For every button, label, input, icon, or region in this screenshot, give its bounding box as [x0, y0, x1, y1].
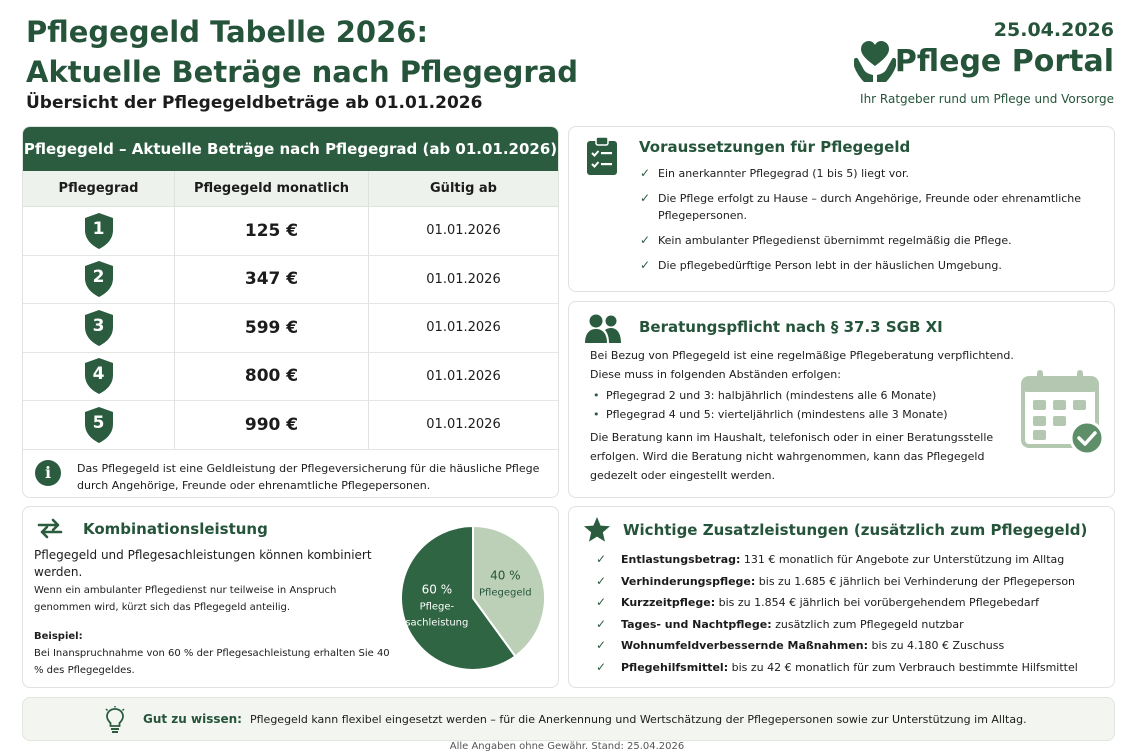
title-line-1: Pflegegeld Tabelle 2026:	[26, 15, 429, 49]
footer-disclaimer: Alle Angaben ohne Gewähr. Stand: 25.04.2026	[449, 741, 685, 752]
table-title: Pflegegeld – Aktuelle Beträge nach Pflegegrad (ab 01.01.2026)	[23, 127, 558, 171]
pflegegrad-shield-icon	[83, 406, 115, 444]
page-title	[26, 12, 578, 92]
consultation-intro: Bei Bezug von Pflegegeld ist eine regelmäßige Pflegeberatung verpflichtend. Diese muss in folgenden Abständen erfolgen:	[590, 349, 1014, 381]
pflegegrad-cell	[23, 304, 175, 352]
benefit-text: 131 € monatlich für Angebote zur Unterstützung im Alltag	[740, 553, 1065, 566]
combination-title: Kombinationsleistung	[83, 520, 268, 538]
table-info-note	[23, 450, 558, 494]
example-text: Bei Inanspruchnahme von 60 % der Pflegesachleistung erhalten Sie 40 % des Pflegegeldes.	[34, 648, 390, 676]
valid-from-cell: 01.01.2026	[426, 417, 501, 433]
requirements-title: Voraussetzungen für Pflegegeld	[639, 138, 911, 156]
tip-label: Gut zu wissen:	[143, 712, 242, 726]
pie-label: 40 %	[490, 568, 521, 583]
list-item: • Pflegegrad 2 und 3: halbjährlich (mindestens alle 6 Monate)	[590, 386, 1030, 405]
lightbulb-icon	[105, 706, 125, 734]
benefit-text: bis zu 4.180 € Zuschuss	[868, 639, 1005, 652]
consultation-card	[568, 301, 1115, 498]
benefit-name: Tages- und Nachtpflege:	[621, 617, 772, 631]
combination-text: Wenn ein ambulanter Pflegedienst nur teilweise in Anspruch genommen wird, kürzt sich das Pflegegeld anteilig.	[34, 585, 337, 613]
amount-cell: 800 €	[175, 353, 369, 401]
valid-from-cell: 01.01.2026	[426, 271, 501, 287]
list-item	[590, 614, 1100, 636]
pflegegrad-number: 4	[92, 364, 105, 385]
benefit-text: bis zu 1.685 € jährlich bei Verhinderung der Pflegeperson	[755, 574, 1076, 588]
benefit-name: Verhinderungspflege:	[621, 574, 756, 588]
example-label: Beispiel:	[34, 631, 83, 642]
benefit-name: Pflegehilfsmittel:	[621, 660, 729, 674]
benefit-name: Entlastungsbetrag:	[621, 553, 741, 566]
benefit-text: bis zu 42 € monatlich für zum Verbrauch bestimmte Hilfsmittel	[728, 660, 1078, 674]
pflegegeld-table-card	[22, 126, 559, 498]
list-item: ✓ Die pflegebedürftige Person lebt in der häuslichen Umgebung.	[640, 257, 1090, 274]
combination-lead: Pflegegeld und Pflegesachleistungen können kombiniert werden.	[34, 548, 372, 579]
amount-cell: 125 €	[175, 207, 369, 255]
star-icon	[583, 516, 611, 543]
additional-benefits-card	[568, 506, 1115, 688]
pie-label: Pflegegeld	[479, 587, 532, 599]
tip-text: Pflegegeld kann flexibel eingesetzt werden – für die Anerkennung und Wertschätzung der Pflegepersonen sowie zur Unterstützung im Alltag.	[249, 712, 1027, 726]
title-line-2: Aktuelle Beträge nach Pflegegrad	[26, 55, 578, 89]
benefit-text: bis zu 1.854 € jährlich bei vorübergehendem Pflegebedarf	[715, 596, 1040, 609]
tip-bar	[22, 697, 1115, 741]
amount-cell: 599 €	[175, 304, 369, 352]
table-header-row	[23, 171, 558, 207]
pflegegrad-shield-icon	[83, 357, 115, 395]
list-item	[590, 635, 1100, 657]
pflegegrad-number: 1	[92, 218, 105, 239]
pflegegrad-cell	[23, 207, 175, 255]
page-subtitle: Übersicht der Pflegegeldbeträge ab 01.01.2026	[26, 93, 483, 113]
benefit-name: Kurzzeitpflege:	[621, 596, 716, 609]
pflegegrad-number: 5	[92, 412, 105, 433]
pflegegrad-shield-icon	[83, 260, 115, 298]
people-icon	[585, 313, 621, 343]
table-info-text: Das Pflegegeld ist eine Geldleistung der Pflegeversicherung für die häusliche Pflege durch Angehörige, Freunde oder ehrenamtliche Pflegepersonen.	[77, 461, 540, 492]
benefit-name: Wohnumfeldverbessernde Maßnahmen:	[621, 639, 869, 652]
amount-cell: 347 €	[175, 256, 369, 304]
brand-tagline: Ihr Ratgeber rund um Pflege und Vorsorge	[860, 92, 1114, 106]
pflegegrad-cell	[23, 401, 175, 449]
consultation-outro: Die Beratung kann im Haushalt, telefonisch oder in einer Beratungsstelle erfolgen. Wird die Beratung nicht wahrgenommen, kann das Pflegegeld gedezelt oder eingestellt werden.	[590, 431, 994, 482]
brand-name: Pflege Portal	[894, 44, 1114, 79]
benefit-text: zusätzlich zum Pflegegeld nutzbar	[771, 617, 964, 631]
valid-from-cell: 01.01.2026	[426, 223, 501, 239]
requirements-card	[568, 126, 1115, 292]
consultation-body	[590, 346, 1030, 485]
list-item	[590, 657, 1100, 679]
valid-from-cell: 01.01.2026	[426, 320, 501, 336]
table-row	[23, 304, 558, 353]
pie-label: sachleistung	[405, 617, 469, 629]
pflegegrad-shield-icon	[83, 309, 115, 347]
swap-arrows-icon	[36, 517, 64, 539]
brand-logo	[852, 40, 1114, 84]
pflegegrad-number: 3	[92, 315, 105, 336]
combination-body	[34, 547, 392, 679]
pflegegrad-number: 2	[92, 267, 105, 288]
pie-label: 60 %	[421, 582, 453, 597]
additional-benefits-list	[590, 549, 1100, 678]
additional-benefits-title: Wichtige Zusatzleistungen (zusätzlich zum Pflegegeld)	[623, 521, 1088, 539]
combination-card	[22, 506, 559, 688]
table-row	[23, 256, 558, 305]
amount-cell: 990 €	[175, 401, 369, 449]
list-item	[590, 549, 1100, 571]
consultation-title: Beratungspflicht nach § 37.3 SGB XI	[639, 318, 943, 336]
table-body	[23, 207, 558, 450]
table-row	[23, 401, 558, 450]
requirements-list	[640, 165, 1090, 282]
list-item	[590, 571, 1100, 593]
clipboard-checklist-icon	[586, 136, 618, 176]
heart-hands-icon	[852, 40, 898, 84]
list-item: • Pflegegrad 4 und 5: vierteljährlich (mindestens alle 3 Monate)	[590, 405, 1030, 424]
column-header-valid: Gültig ab	[430, 181, 497, 196]
list-item: ✓ Die Pflege erfolgt zu Hause – durch Angehörige, Freunde oder ehrenamtliche Pflegepersonen.	[640, 190, 1090, 224]
table-row	[23, 353, 558, 402]
combination-pie-chart	[398, 523, 548, 673]
pflegegrad-cell	[23, 353, 175, 401]
list-item: ✓ Kein ambulanter Pflegedienst übernimmt regelmäßig die Pflege.	[640, 232, 1090, 249]
header-date: 25.04.2026	[993, 19, 1114, 41]
pie-label: Pflege-	[419, 601, 455, 613]
info-icon: i	[35, 460, 61, 486]
column-header-pflegegrad: Pflegegrad	[23, 171, 175, 206]
list-item	[590, 592, 1100, 614]
list-item: ✓ Ein anerkannter Pflegegrad (1 bis 5) liegt vor.	[640, 165, 1090, 182]
pflegegrad-shield-icon	[83, 212, 115, 250]
consultation-intervals	[590, 386, 1030, 424]
valid-from-cell: 01.01.2026	[426, 368, 501, 384]
calendar-check-icon	[1021, 368, 1105, 456]
pflegegrad-cell	[23, 256, 175, 304]
table-row	[23, 207, 558, 256]
column-header-amount: Pflegegeld monatlich	[175, 171, 369, 206]
